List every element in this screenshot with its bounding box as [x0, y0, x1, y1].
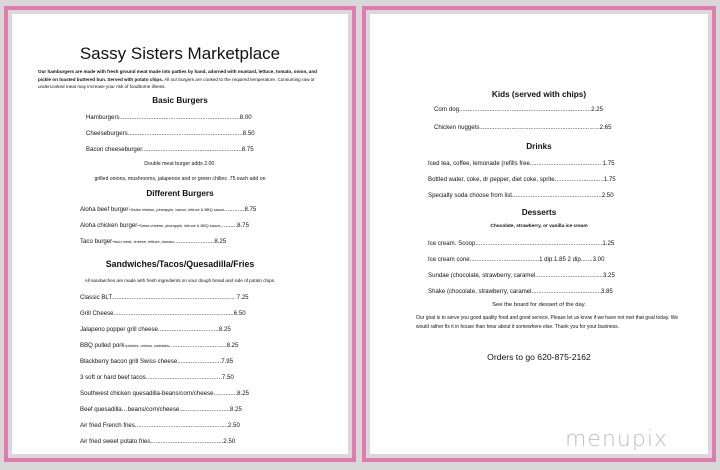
- restaurant-title: Sassy Sisters Marketplace: [79, 44, 281, 63]
- sandwiches-heading: Sandwiches/Tacos/Quesadilla/Fries: [105, 259, 255, 269]
- menu-item: [80, 374, 234, 381]
- menu-item: [80, 206, 256, 213]
- menu-page-right: [362, 6, 716, 462]
- item-desc: taco meat, cheese, lettuce, tomato: [114, 239, 174, 244]
- item-price: ..............................8.25: [179, 406, 242, 413]
- item-name: Grill Cheese: [80, 310, 114, 317]
- goal-statement: Our goal is to serve you good quality food and good service. Please let us know if we have not met that goal today. We would rather fix it in house than hear about it somewhere else. Thank you for your business.: [416, 315, 679, 331]
- item-price: ........................8.25: [173, 238, 227, 245]
- menu-item: Ice cream. Scoop...........................................................................1.25: [428, 240, 615, 247]
- item-name: 3 soft or hard beef tacos: [80, 374, 146, 381]
- phone-orders: Orders to go 620-875-2162: [487, 352, 591, 362]
- item-desc: Swiss cheese, pineapple, bacon, lettuce & BBQ sauce: [130, 207, 225, 212]
- kids-heading: Kids (served with chips): [491, 90, 587, 99]
- item-name: Air fried sweet potato fries: [80, 438, 151, 445]
- desserts-heading: Desserts: [521, 208, 557, 217]
- menu-page-left: [4, 6, 356, 462]
- item-name: Jalapeno popper grill cheese: [80, 326, 158, 333]
- item-price: .............................................7.50: [145, 374, 234, 381]
- menu-item: Bacon cheeseburger...........................................................8.75: [86, 146, 254, 153]
- item-price: ......................................................................... 7.25: [111, 294, 249, 301]
- menu-item: [80, 310, 246, 317]
- menu-item: Iced tea, coffee, lemonade (refills free.......................................... 1.75: [428, 160, 615, 167]
- menu-item: Shake (chocolate, strawberry, caramel.........................................3.85: [428, 288, 613, 295]
- desserts-subheading: Chocolate, strawberry, or vanilla ice cream: [490, 224, 588, 229]
- item-desc: pickles, onions, coleslaw: [126, 343, 170, 348]
- item-price: ....................................8.25: [157, 326, 231, 333]
- intro-bold: Our hamburgers are made with fresh ground meat made into patties by hand, adorned with mustard, lettuce, tomato, onion, and pickle on toasted buttered bun. Served with potato chips.: [38, 69, 317, 82]
- basic-burgers-heading: Basic Burgers: [152, 96, 208, 105]
- menu-item: [80, 294, 249, 301]
- addons-note: grilled onions, mushrooms, jalapenos and or green chilies .75 each add on: [94, 176, 266, 182]
- menu-item: [80, 342, 238, 349]
- item-price: .......................................................................6.50: [113, 310, 246, 317]
- item-name: Southwest chicken quesadilla-beans/corn/cheese: [80, 390, 214, 397]
- menu-item: [80, 358, 233, 365]
- menu-item: Specialty soda choose from list.....................................................2.50: [428, 192, 614, 199]
- menu-item: Cheeseburgers....................................................................8.50: [86, 130, 255, 137]
- item-name: Blackberry bacon grill Swiss cheese: [80, 358, 178, 365]
- menu-item: Ice cream cone.........................................1 dip.1.85 2 dip.......3.00: [428, 256, 605, 263]
- item-price: ..................................8.25: [169, 342, 239, 349]
- dessert-board-note: See the board for dessert of the day.: [492, 302, 586, 308]
- menu-item: Hamburgers.......................................................................8.00: [86, 114, 252, 121]
- item-price: ..........................7.95: [177, 358, 234, 365]
- menu-item: [80, 438, 235, 445]
- intro-rest: All our burgers are cooked to the required temperature. Consuming raw or undercooked meat may increase your risk of foodborne illness.: [38, 76, 315, 90]
- item-price: ..............8.25: [213, 390, 250, 397]
- item-name: BBQ pulled pork-: [80, 342, 127, 349]
- item-desc: Swiss cheese, pineapple, lettuce & BBQ sauce: [139, 223, 221, 228]
- item-name: Air fried French fries: [80, 422, 135, 429]
- menu-item: Chicken nuggets.......................................................................2.65: [434, 124, 612, 131]
- sandwich-note: All sandwiches are made with fresh ingredients on sour dough bread and side of potato chips.: [84, 278, 276, 283]
- drinks-heading: Drinks: [526, 142, 552, 151]
- menu-item: [80, 406, 242, 413]
- item-price: ...........................................2.50: [150, 438, 236, 445]
- menu-item: [80, 222, 249, 229]
- menupix-watermark: menupix: [565, 427, 668, 452]
- item-name: Beef quesadilla…beans/corn/cheese: [80, 406, 180, 413]
- menu-item: [80, 390, 249, 397]
- page-sheet-left: [12, 14, 348, 454]
- different-burgers-heading: Different Burgers: [146, 189, 214, 198]
- menu-item: [80, 326, 231, 333]
- menu-item: [80, 422, 240, 429]
- menu-item: Sundae (chocolate, strawberry, caramel........................................3.25: [428, 272, 615, 279]
- intro-text: [38, 68, 328, 91]
- item-price: ..........8.75: [220, 222, 249, 229]
- item-price: ............8.75: [224, 206, 257, 213]
- item-name: Classic BLT: [80, 294, 112, 301]
- menu-item: Corn dog..............................................................................2.25: [434, 106, 603, 113]
- item-name: Taco burger-: [80, 238, 115, 245]
- item-name: Aloha beef burger-: [80, 206, 131, 213]
- item-price: .......................................................2.50: [134, 422, 240, 429]
- menu-item: [80, 238, 226, 245]
- menu-item: Bottled water, coke, dr pepper, diet coke, sprite.............................1.75: [428, 176, 616, 183]
- item-name: Aloha chicken burger-: [80, 222, 140, 229]
- double-meat-note: Double meat burger adds 2.00.: [144, 161, 216, 167]
- page-sheet-right: [370, 14, 708, 454]
